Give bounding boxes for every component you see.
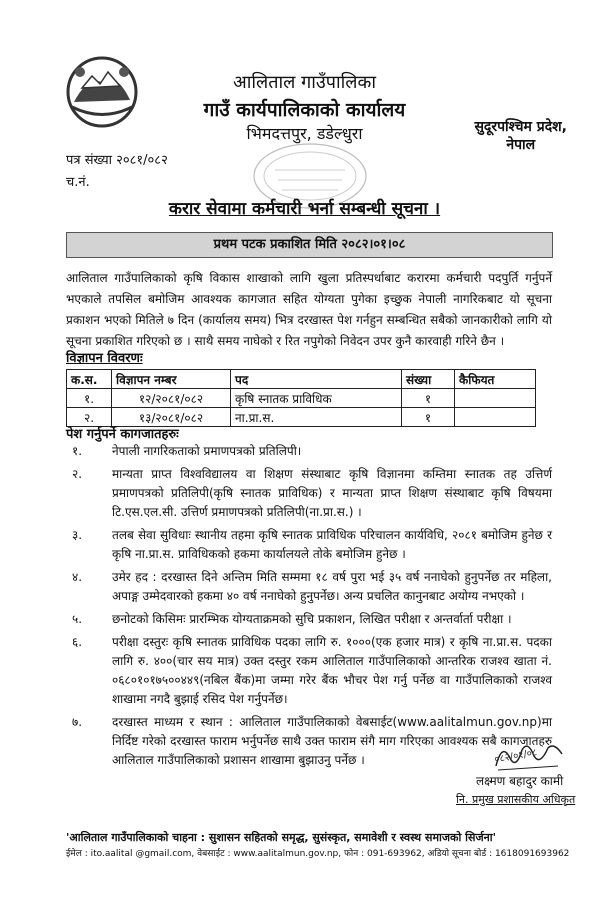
- item-text: दरखास्त माध्यम र स्थान : आलिताल गाउँपालिकाको वेबसाईट(www.aalitalmun.gov.np)मा निर्दिष्ट गरेको दरखास्त फाराम भर्नुपर्नेछ साथै उक्त फाराम संगै माग गरिएका आवश्यक सबै कागजातहरु आलिताल गाउँपालिकाको प्रशासन शाखामा बुझाउनु पर्नेछ ।: [112, 715, 552, 767]
- col-remarks: कैफियत: [455, 370, 536, 389]
- item-number: ६.: [72, 635, 83, 649]
- reference-number: पत्र संख्या २०८१/०८२: [66, 153, 168, 168]
- footer-motto: 'आलिताल गाउँपालिकाको चाहना : सुशासन सहितको समृद्ध, सुसंस्कृत, समावेशी र स्वस्थ समाजको सिर्जना': [66, 831, 496, 844]
- item-text: तलब सेवा सुविधाः स्थानीय तहमा कृषि स्नातक प्राविधिक परिचालन कार्यविधि, २०८१ बमोजिम हुनेछ र कृषि ना.प्रा.स. प्राविधिकको हकमा कार्यालयले तोके बमोजिम हुनेछ ।: [112, 528, 552, 561]
- province-line-2: नेपाल: [506, 137, 536, 153]
- cell-count: १: [402, 408, 455, 427]
- advertisement-table: [66, 369, 536, 427]
- col-adv-no: विज्ञापन नम्बर: [112, 370, 231, 389]
- col-sn: क.स.: [67, 370, 112, 389]
- table-header-row: [67, 370, 536, 389]
- table-row: [67, 389, 536, 408]
- list-item: [66, 442, 552, 461]
- publication-date-bar: प्रथम पटक प्रकाशित मिति २०८२।०१।०८: [66, 232, 553, 258]
- province-line-1: सुदूरपश्चिम प्रदेश,: [474, 119, 567, 135]
- footer-contact: ईमेल : ito.aalital @gmail.com, वेबसाईट : www.aalitalmun.gov.np, फोन : 091-693962, अडियो सूचना बोर्ड : 1618091693962: [66, 849, 570, 859]
- col-count: संख्या: [402, 370, 455, 389]
- list-item: [66, 465, 552, 522]
- advertisement-heading: विज्ञापन विवरणः: [66, 351, 143, 366]
- documents-heading: पेश गर्नुपर्ने कागजातहरुः: [66, 427, 179, 442]
- notice-title: करार सेवामा कर्मचारी भर्ना सम्बन्धी सूचना ।: [168, 199, 441, 219]
- cell-post: कृषि स्नातक प्राविधिक: [231, 389, 402, 408]
- cell-adv-no: १२/२०८१/०८२: [112, 389, 231, 408]
- item-text: मान्यता प्राप्त विश्वविद्यालय वा शिक्षण संस्थाबाट कृषि विज्ञानमा कम्तिमा स्नातक तह उत्तिर्ण प्रमाणपत्रको प्रतिलिपी(कृषि स्नातक प्राविधिक) र मान्यता प्राप्त शिक्षण संस्थाबाट कृषि विषयमा टि.एस.एल.सी. उत्तिर्ण प्रमाणपत्रको प्रतिलिपी(ना.प्रा.स.) ।: [112, 467, 552, 519]
- item-text: नेपाली नागरिकताको प्रमाणपत्रको प्रतिलिपी।: [112, 444, 302, 458]
- cell-adv-no: १३/२०८१/०८२: [112, 408, 231, 427]
- documents-list: [66, 442, 552, 774]
- office-name: गाउँ कार्यपालिकाको कार्यालय: [203, 99, 406, 121]
- col-post: पद: [231, 370, 402, 389]
- item-text: छनोटको किसिमः प्रारम्भिक योग्यताक्रमको सुचि प्रकाशन, लिखित परीक्षा र अन्तर्वार्ता परीक्षा ।: [112, 612, 512, 626]
- item-number: ७.: [72, 715, 83, 729]
- item-number: ४.: [72, 570, 83, 584]
- item-text: परीक्षा दस्तुरः कृषि स्नातक प्राविधिक पदका लागि रु. १०००(एक हजार मात्र) र कृषि ना.प्रा.स. पदका लागि रु. ४००(चार सय मात्र) उक्त दस्तुर रकम आलिताल गाउँपालिकाको आन्तरिक राजश्व खाता नं. ०६८०१०१७५००४४९(नबिल बैंक)मा जम्मा गरेर बैंक भौचर पेश गर्नु पर्नेछ वा गाउँपालिकाको राजश्व शाखामा नगदै बुझाई रसिद पेश गर्नुपर्नेछ।: [112, 635, 552, 706]
- list-item: [66, 713, 552, 770]
- list-item: [66, 610, 552, 629]
- item-number: ५.: [72, 612, 83, 626]
- cell-count: १: [402, 389, 455, 408]
- item-number: ३.: [72, 528, 83, 542]
- notice-intro: आलिताल गाउँपालिकाको कृषि विकास शाखाको लागि खुला प्रतिस्पर्धाबाट करारमा कर्मचारी पदपुर्ति गर्नुपर्ने भएकाले तपसिल बमोजिम आवश्यक कागजात सहित योग्यता पुगेका इच्छुक नेपाली नागरिकबाट यो सूचना प्रकाशन भएको मितिले ७ दिन (कार्यालय समय) भित्र दरखास्त पेश गर्नहुन सम्बन्धित सबैको जानकारीको लागि यो सूचना प्रकाशित गरिएको छ । साथै समय नाघेको र रित नपुगेको निवेदन उपर कुनै कारवाही गरिने छैन ।: [66, 271, 552, 348]
- dispatch-number: च.नं.: [66, 175, 90, 190]
- province: [474, 118, 567, 154]
- signer-name: लक्ष्मण बहादुर कामी: [476, 774, 564, 788]
- cell-sn: १.: [67, 389, 112, 408]
- list-item: [66, 633, 552, 709]
- signature-date: ०८२/०१/०८: [493, 747, 539, 766]
- item-number: १.: [72, 444, 83, 458]
- org-name: आलिताल गाउँपालिका: [232, 72, 376, 93]
- item-number: २.: [72, 467, 83, 481]
- cell-sn: २.: [67, 408, 112, 427]
- cell-remarks: [455, 408, 536, 427]
- list-item: [66, 526, 552, 564]
- item-text: उमेर हद : दरखास्त दिने अन्तिम मिति सम्ममा १८ वर्ष पुरा भई ३५ वर्ष ननाघेको हुनुपर्नेछ तर महिला, अपाङ्ग उम्मेदवारको हकमा ४० वर्ष ननाघेको हुनुपर्नेछ। अन्य प्रचलित कानुनबाट अयोग्य नभएको ।: [112, 570, 552, 603]
- list-item: [66, 568, 552, 606]
- office-location: भिमदत्तपुर, डडेल्धुरा: [246, 124, 363, 143]
- signer-title: नि. प्रमुख प्रशासकीय अधिकृत: [456, 793, 576, 806]
- cell-remarks: [455, 389, 536, 408]
- cell-post: ना.प्रा.स.: [231, 408, 402, 427]
